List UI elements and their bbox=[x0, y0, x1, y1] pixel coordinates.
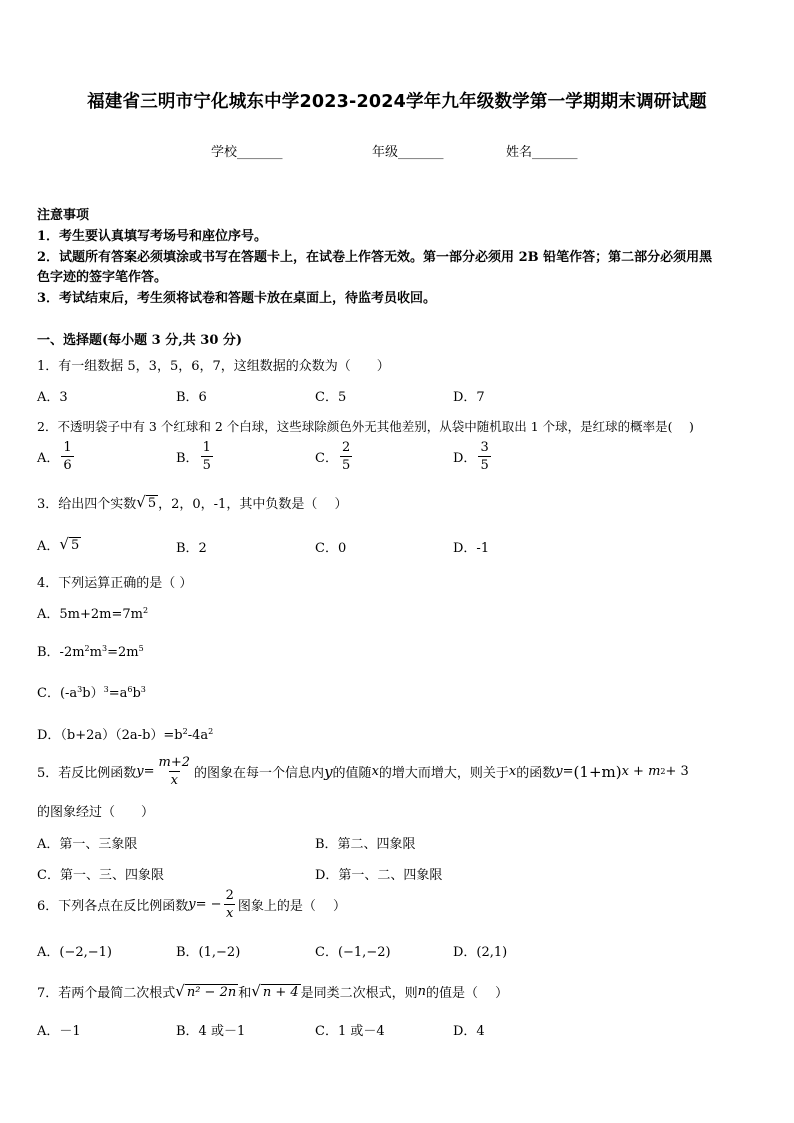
q2-option-d: D． $\frac{3}{5}$ bbox=[453, 440, 489, 473]
q1-option-d: D．7 bbox=[453, 390, 485, 405]
q4-option-a: A．$5m+2m=7m^2$ bbox=[37, 606, 149, 622]
q3-option-d: D．-1 bbox=[453, 541, 490, 556]
question-6-stem: 6．下列各点在反比例函数 y = − $\frac{2}{x}$ 图象上的是（ ） bbox=[37, 888, 346, 921]
sqrt-expression: √ 5 bbox=[59, 535, 80, 553]
sqrt-expression: √ n + 4 bbox=[251, 982, 299, 1000]
question-5-stem-line2: 的图象经过（ ） bbox=[37, 805, 155, 820]
q6-option-c: C．(−1,−2) bbox=[315, 945, 391, 960]
fraction: $\frac{2}{x}$ bbox=[225, 888, 234, 921]
q7-option-d: D．4 bbox=[453, 1024, 485, 1039]
q6-option-d: D．(2,1) bbox=[453, 945, 508, 960]
notice-heading: 注意事项 bbox=[37, 208, 90, 223]
q7-option-c: C．1 或－4 bbox=[315, 1024, 385, 1039]
grade-field: 年级_______ bbox=[372, 145, 444, 160]
question-4-stem: 4．下列运算正确的是（ ） bbox=[37, 576, 193, 591]
page-title: 福建省三明市宁化城东中学2023-2024学年九年级数学第一学期期末调研试题 bbox=[87, 92, 707, 112]
notice-item: 色字迹的签字笔作答。 bbox=[37, 270, 168, 285]
q5-option-a: A．第一、三象限 bbox=[37, 837, 138, 852]
sqrt-expression: √ 5 bbox=[136, 493, 157, 511]
q1-option-a: A．3 bbox=[37, 390, 68, 405]
q3-option-a: A． √ 5 bbox=[37, 535, 80, 554]
q4-option-d: D．$(b+2a)(2a-b)=b^2-4a^2$ bbox=[37, 727, 214, 743]
q3-option-c: C．0 bbox=[315, 541, 347, 556]
question-1-stem: 1．有一组数据 5，3，5，6，7，这组数据的众数为（ ） bbox=[37, 359, 390, 374]
q4-option-b: B．$-2m^2m^3=2m^5$ bbox=[37, 644, 144, 660]
notice-item: 2．试题所有答案必须填涂或书写在答题卡上，在试卷上作答无效。第一部分必须用 2B 铅笔作答；第二部分必须用黑 bbox=[37, 250, 713, 265]
q5-option-c: C．第一、三、四象限 bbox=[37, 868, 164, 883]
q4-option-c: C．$(-a^3b)^3=a^6b^3$ bbox=[37, 685, 146, 701]
question-2-stem: 2．不透明袋子中有 3 个红球和 2 个白球，这些球除颜色外无其他差别，从袋中随机取出 1 个球，是红球的概率是( ) bbox=[37, 419, 694, 434]
sqrt-expression: √ n² − 2n bbox=[175, 982, 237, 1000]
q7-option-b: B．4 或－1 bbox=[176, 1024, 246, 1039]
question-5-stem: 5．若反比例函数 y = $\frac{m+2}{x}$ 的图象在每一个信息内 y 的值随 x 的增大而增大，则关于 x 的函数 y = (1+m) x + m 2 + 3 bbox=[37, 755, 689, 788]
name-field: 姓名_______ bbox=[506, 145, 578, 160]
q2-option-c: C． $\frac{2}{5}$ bbox=[315, 440, 351, 473]
q5-option-b: B．第二、四象限 bbox=[315, 837, 416, 852]
fraction: $\frac{1}{5}$ bbox=[202, 440, 211, 473]
q7-option-a: A．－1 bbox=[37, 1024, 81, 1039]
question-3-stem: 3．给出四个实数 √ 5 ，2，0，-1，其中负数是（ ） bbox=[37, 493, 348, 512]
fraction: $\frac{m+2}{x}$ bbox=[158, 755, 191, 788]
q5-option-d: D．第一、二、四象限 bbox=[315, 868, 443, 883]
q6-option-b: B．(1,−2) bbox=[176, 945, 241, 960]
q6-option-a: A．(−2,−1) bbox=[37, 945, 112, 960]
q2-option-b: B． $\frac{1}{5}$ bbox=[176, 440, 211, 473]
fraction: $\frac{2}{5}$ bbox=[341, 440, 351, 473]
notice-item: 3．考试结束后，考生须将试卷和答题卡放在桌面上，待监考员收回。 bbox=[37, 291, 437, 306]
notice-item: 1．考生要认真填写考场号和座位序号。 bbox=[37, 229, 268, 244]
q1-option-b: B．6 bbox=[176, 390, 207, 405]
school-field: 学校_______ bbox=[211, 145, 283, 160]
q1-option-c: C．5 bbox=[315, 390, 347, 405]
question-7-stem: 7．若两个最简二次根式 √ n² − 2n 和 √ n + 4 是同类二次根式，则 n 的值是（ ） bbox=[37, 982, 509, 1001]
fraction: $\frac{3}{5}$ bbox=[480, 440, 489, 473]
q2-option-a: A． $\frac{1}{6}$ bbox=[37, 440, 72, 473]
q3-option-b: B．2 bbox=[176, 541, 207, 556]
section-heading: 一、选择题(每小题 3 分,共 30 分) bbox=[37, 333, 243, 348]
fraction: $\frac{1}{6}$ bbox=[63, 440, 72, 473]
